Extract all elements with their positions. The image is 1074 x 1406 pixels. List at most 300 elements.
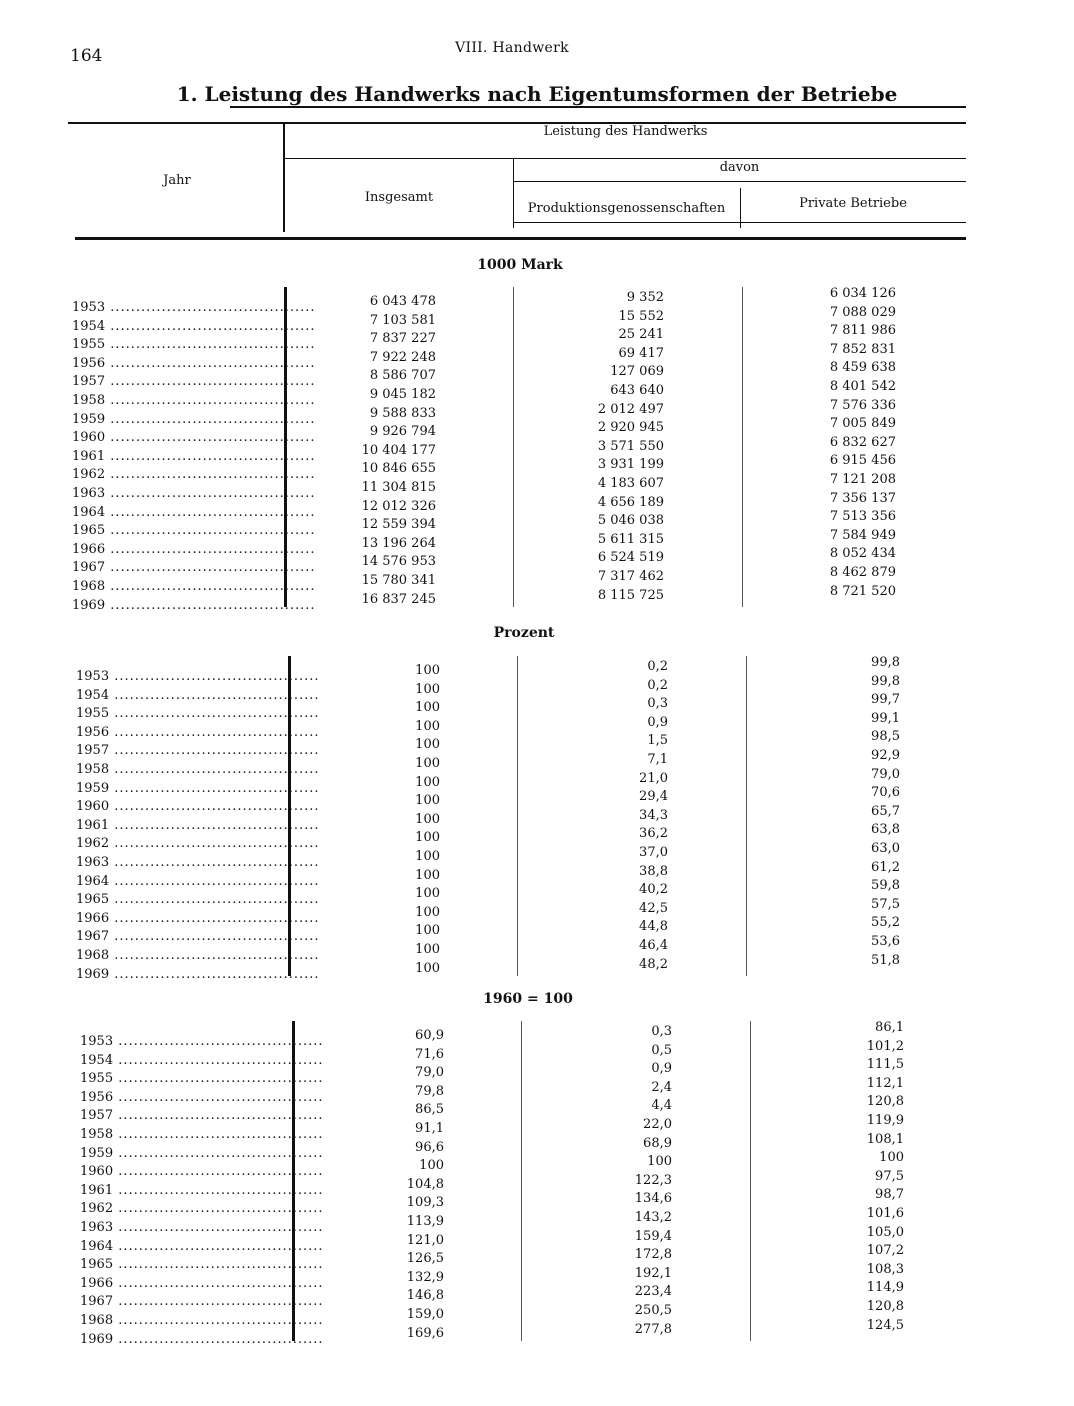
private-cell: 100 <box>879 1150 904 1166</box>
pgh-cell: 4 183 607 <box>597 476 664 491</box>
leader-dots: ........................................ <box>113 1331 324 1347</box>
jahr-header: Jahr <box>163 173 191 188</box>
year-cell <box>72 522 316 540</box>
year-cell <box>76 742 320 760</box>
insgesamt-cell: 12 559 394 <box>361 517 436 533</box>
year-label: 1957 <box>80 1108 114 1124</box>
pgh-cell: 69 417 <box>618 345 664 361</box>
pgh-cell: 0,2 <box>647 677 668 693</box>
year-label: 1969 <box>76 966 110 982</box>
year-label: 1965 <box>72 523 106 539</box>
insgesamt-cell: 79,0 <box>415 1065 444 1081</box>
year-cell <box>72 466 316 484</box>
private-cell: 119,9 <box>866 1113 904 1128</box>
insgesamt-cell: 9 926 794 <box>369 424 436 440</box>
private-cell: 108,1 <box>866 1131 904 1147</box>
leader-dots: ........................................ <box>105 393 316 408</box>
pgh-cell: 250,5 <box>634 1303 672 1318</box>
insgesamt-cell: 7 837 227 <box>369 331 436 347</box>
leader-dots: ........................................ <box>105 541 316 557</box>
year-cell <box>80 1126 324 1144</box>
pgh-cell: 22,0 <box>643 1117 672 1132</box>
year-label: 1962 <box>76 836 110 852</box>
pgh-cell: 127 069 <box>610 364 664 380</box>
pgh-cell: 1,5 <box>647 733 668 749</box>
year-label: 1964 <box>76 873 110 889</box>
leader-dots: ........................................ <box>113 1034 324 1049</box>
year-cell <box>76 724 320 742</box>
column-rule <box>742 287 743 607</box>
pgh-cell: 9 352 <box>626 290 664 305</box>
year-cell <box>80 1089 324 1107</box>
pgh-cell: 3 571 550 <box>597 438 664 454</box>
leader-dots: ........................................ <box>105 300 316 315</box>
section-title: Prozent <box>493 625 555 641</box>
year-cell <box>80 1182 324 1200</box>
leader-dots: ........................................ <box>109 799 320 815</box>
year-cell <box>80 1163 324 1181</box>
year-cell <box>80 1312 324 1330</box>
year-cell <box>76 910 320 928</box>
leader-dots: ........................................ <box>113 1145 324 1161</box>
year-label: 1963 <box>72 486 106 501</box>
pgh-cell: 192,1 <box>634 1265 672 1281</box>
leader-dots: ........................................ <box>109 762 320 777</box>
insgesamt-cell: 100 <box>415 904 440 920</box>
private-cell: 6 034 126 <box>829 286 896 301</box>
leader-dots: ........................................ <box>113 1071 324 1087</box>
year-label: 1968 <box>76 948 110 963</box>
insgesamt-cell: 8 586 707 <box>369 368 436 384</box>
pgh-cell: 172,8 <box>634 1247 672 1263</box>
year-cell <box>80 1033 324 1051</box>
year-cell <box>80 1107 324 1125</box>
year-cell <box>76 947 320 965</box>
year-label: 1954 <box>80 1052 114 1068</box>
pgh-cell: 0,5 <box>651 1042 672 1058</box>
leader-dots: ........................................ <box>109 743 320 759</box>
private-cell: 57,5 <box>871 896 900 912</box>
insgesamt-cell: 60,9 <box>415 1028 444 1043</box>
pgh-cell: 8 115 725 <box>597 587 664 603</box>
table-title: 1. Leistung des Handwerks nach Eigentumsformen der Betriebe <box>176 82 898 106</box>
year-label: 1968 <box>72 579 106 594</box>
year-cell <box>72 485 316 503</box>
pgh-cell: 7,1 <box>647 752 668 767</box>
private-cell: 55,2 <box>871 915 900 931</box>
year-label: 1959 <box>80 1145 114 1161</box>
insgesamt-cell: 100 <box>415 867 440 883</box>
private-cell: 108,3 <box>866 1261 904 1277</box>
pgh-cell: 36,2 <box>639 826 668 842</box>
insgesamt-cell: 10 846 655 <box>361 461 436 477</box>
private-cell: 7 576 336 <box>829 397 896 413</box>
year-cell <box>80 1145 324 1163</box>
insgesamt-cell: 6 043 478 <box>369 294 436 309</box>
pgh-cell: 29,4 <box>639 789 668 805</box>
year-cell <box>80 1275 324 1293</box>
leader-dots: ........................................ <box>113 1127 324 1142</box>
pgh-cell: 4 656 189 <box>597 494 664 510</box>
year-cell <box>80 1200 324 1218</box>
pgh-cell: 48,2 <box>639 956 668 972</box>
leader-dots: ........................................ <box>109 948 320 963</box>
year-cell <box>76 928 320 946</box>
insgesamt-cell: 9 588 833 <box>369 405 436 421</box>
insgesamt-cell: 16 837 245 <box>361 591 436 607</box>
leader-dots: ........................................ <box>109 892 320 908</box>
leader-dots: ........................................ <box>109 817 320 833</box>
year-label: 1958 <box>80 1127 114 1142</box>
column-rule <box>750 1021 751 1341</box>
private-cell: 7 356 137 <box>829 490 896 506</box>
year-label: 1964 <box>80 1238 114 1254</box>
year-cell <box>76 780 320 798</box>
year-cell <box>76 705 320 723</box>
pgh-cell: 7 317 462 <box>597 569 664 584</box>
pgh-cell: 2,4 <box>651 1079 672 1095</box>
leader-dots: ........................................ <box>105 486 316 501</box>
pgh-cell: 37,0 <box>639 845 668 860</box>
leader-dots: ........................................ <box>105 560 316 576</box>
private-cell: 8 401 542 <box>829 379 896 394</box>
private-cell: 6 915 456 <box>829 453 896 469</box>
column-rule <box>521 1021 522 1341</box>
insgesamt-cell: 71,6 <box>415 1046 444 1062</box>
insgesamt-cell: 100 <box>415 737 440 753</box>
private-cell: 107,2 <box>866 1243 904 1259</box>
year-label: 1968 <box>80 1313 114 1328</box>
private-cell: 7 852 831 <box>829 341 896 357</box>
insgesamt-cell: 100 <box>415 886 440 902</box>
private-cell: 114,9 <box>866 1280 904 1296</box>
year-cell <box>72 355 316 373</box>
table-header-bottom-rule <box>75 237 966 240</box>
year-label: 1965 <box>76 892 110 908</box>
private-cell: 79,0 <box>871 766 900 782</box>
private-cell: 65,7 <box>871 803 900 819</box>
leader-dots: ........................................ <box>105 430 316 446</box>
pgh-cell: 122,3 <box>634 1172 672 1188</box>
year-cell <box>76 873 320 891</box>
year-cell <box>72 373 316 391</box>
private-cell: 7 811 986 <box>829 323 896 339</box>
leader-dots: ........................................ <box>105 337 316 353</box>
year-cell <box>80 1256 324 1274</box>
private-header: Private Betriebe <box>799 196 907 211</box>
pgh-cell: 0,3 <box>651 1024 672 1039</box>
private-cell: 99,1 <box>871 710 900 726</box>
leader-dots: ........................................ <box>105 318 316 334</box>
year-label: 1967 <box>72 560 106 576</box>
pgh-cell: 2 012 497 <box>597 401 664 417</box>
year-cell <box>72 336 316 354</box>
year-cell <box>72 448 316 466</box>
pgh-cell: 100 <box>647 1154 672 1170</box>
pgh-cell: 38,8 <box>639 863 668 879</box>
year-label: 1956 <box>80 1089 114 1105</box>
year-label: 1957 <box>72 374 106 390</box>
pgh-cell: 134,6 <box>634 1191 672 1207</box>
pgh-cell: 15 552 <box>618 308 664 324</box>
pgh-cell: 3 931 199 <box>597 457 664 473</box>
leader-dots: ........................................ <box>109 966 320 982</box>
leader-dots: ........................................ <box>113 1089 324 1105</box>
private-cell: 7 005 849 <box>829 416 896 432</box>
insgesamt-header: Insgesamt <box>364 190 434 205</box>
leader-dots: ........................................ <box>105 579 316 594</box>
insgesamt-cell: 79,8 <box>415 1083 444 1099</box>
private-cell: 7 088 029 <box>829 304 896 320</box>
private-cell: 86,1 <box>875 1020 904 1035</box>
leader-dots: ........................................ <box>109 855 320 870</box>
year-cell <box>72 299 316 317</box>
private-cell: 99,7 <box>871 692 900 708</box>
leader-dots: ........................................ <box>113 1164 324 1180</box>
year-label: 1957 <box>76 743 110 759</box>
private-cell: 111,5 <box>866 1057 904 1073</box>
section-title: 1000 Mark <box>477 257 563 273</box>
year-label: 1960 <box>80 1164 114 1180</box>
private-cell: 70,6 <box>871 785 900 801</box>
year-label: 1961 <box>76 817 110 833</box>
private-cell: 59,8 <box>871 878 900 894</box>
year-cell <box>76 817 320 835</box>
insgesamt-cell: 100 <box>415 700 440 716</box>
leader-dots: ........................................ <box>105 448 316 464</box>
year-cell <box>80 1331 324 1349</box>
insgesamt-cell: 100 <box>415 793 440 809</box>
year-label: 1953 <box>76 669 110 684</box>
year-cell <box>76 835 320 853</box>
year-label: 1955 <box>76 706 110 722</box>
leader-dots: ........................................ <box>105 374 316 390</box>
year-label: 1962 <box>80 1201 114 1217</box>
year-label: 1966 <box>76 910 110 926</box>
leader-dots: ........................................ <box>113 1275 324 1291</box>
private-cell: 8 052 434 <box>829 546 896 562</box>
year-label: 1969 <box>72 597 106 613</box>
private-cell: 51,8 <box>871 952 900 968</box>
year-label: 1956 <box>72 355 106 371</box>
year-label: 1954 <box>72 318 106 334</box>
private-cell: 99,8 <box>871 655 900 670</box>
leader-dots: ........................................ <box>109 873 320 889</box>
pgh-cell: 25 241 <box>618 327 664 343</box>
pgh-cell: 2 920 945 <box>597 420 664 436</box>
pgh-cell: 6 524 519 <box>597 550 664 566</box>
year-cell <box>72 411 316 429</box>
insgesamt-cell: 100 <box>415 756 440 771</box>
pgh-cell: 42,5 <box>639 900 668 916</box>
leader-dots: ........................................ <box>109 724 320 740</box>
year-label: 1960 <box>72 430 106 446</box>
insgesamt-cell: 100 <box>415 663 440 678</box>
private-cell: 105,0 <box>866 1224 904 1240</box>
insgesamt-cell: 100 <box>415 849 440 864</box>
column-rule <box>746 656 747 976</box>
leader-dots: ........................................ <box>105 597 316 613</box>
pgh-cell: 40,2 <box>639 882 668 898</box>
year-cell <box>80 1070 324 1088</box>
insgesamt-cell: 7 103 581 <box>369 312 436 328</box>
column-rule <box>517 656 518 976</box>
private-cell: 8 462 879 <box>829 565 896 580</box>
year-label: 1966 <box>80 1275 114 1291</box>
year-cell <box>76 966 320 984</box>
year-cell <box>80 1219 324 1237</box>
leader-dots: ........................................ <box>113 1238 324 1254</box>
leader-dots: ........................................ <box>109 910 320 926</box>
insgesamt-cell: 86,5 <box>415 1102 444 1118</box>
year-label: 1964 <box>72 504 106 520</box>
insgesamt-cell: 113,9 <box>406 1214 444 1229</box>
year-label: 1956 <box>76 724 110 740</box>
insgesamt-cell: 12 012 326 <box>361 498 436 514</box>
year-cell <box>72 578 316 596</box>
private-cell: 120,8 <box>866 1299 904 1314</box>
insgesamt-cell: 146,8 <box>406 1288 444 1304</box>
pgh-cell: 0,3 <box>647 696 668 712</box>
year-cell <box>76 687 320 705</box>
year-label: 1963 <box>80 1220 114 1235</box>
year-cell <box>72 559 316 577</box>
pgh-cell: 277,8 <box>634 1321 672 1337</box>
leader-dots: ........................................ <box>113 1257 324 1273</box>
year-cell <box>72 541 316 559</box>
leader-dots: ........................................ <box>105 504 316 520</box>
leader-dots: ........................................ <box>109 706 320 722</box>
insgesamt-cell: 10 404 177 <box>361 442 436 458</box>
leistung-header: Leistung des Handwerks <box>543 124 708 139</box>
leader-dots: ........................................ <box>113 1182 324 1198</box>
private-cell: 124,5 <box>866 1317 904 1333</box>
leistung-underline <box>285 158 966 159</box>
insgesamt-cell: 121,0 <box>406 1232 444 1248</box>
year-cell <box>72 429 316 447</box>
year-cell <box>80 1238 324 1256</box>
private-cell: 61,2 <box>871 859 900 875</box>
insgesamt-cell: 132,9 <box>406 1269 444 1285</box>
insgesamt-cell: 169,6 <box>406 1325 444 1341</box>
private-cell: 92,9 <box>871 748 900 763</box>
insgesamt-cell: 100 <box>415 923 440 939</box>
year-label: 1966 <box>72 541 106 557</box>
pgh-cell: 68,9 <box>643 1135 672 1151</box>
private-cell: 8 459 638 <box>829 360 896 376</box>
year-label: 1960 <box>76 799 110 815</box>
pgh-cell: 44,8 <box>639 919 668 935</box>
private-cell: 120,8 <box>866 1094 904 1110</box>
year-label: 1961 <box>72 448 106 464</box>
private-cell: 97,5 <box>875 1168 904 1184</box>
private-cell: 112,1 <box>866 1075 904 1091</box>
private-cell: 98,7 <box>875 1187 904 1203</box>
insgesamt-cell: 96,6 <box>415 1139 444 1155</box>
year-cell <box>76 798 320 816</box>
private-cell: 7 584 949 <box>829 527 896 543</box>
insgesamt-cell: 91,1 <box>415 1121 444 1136</box>
insgesamt-cell: 13 196 264 <box>361 535 436 551</box>
leader-dots: ........................................ <box>109 687 320 703</box>
private-cell: 8 721 520 <box>829 583 896 599</box>
leader-dots: ........................................ <box>105 355 316 371</box>
insgesamt-cell: 11 304 815 <box>361 480 436 495</box>
title-underline <box>230 106 966 108</box>
pgh-cell: 21,0 <box>639 770 668 786</box>
year-label: 1959 <box>72 411 106 427</box>
private-cell: 63,0 <box>871 841 900 856</box>
davon-header: davon <box>719 160 760 175</box>
private-cell: 63,8 <box>871 822 900 838</box>
leader-dots: ........................................ <box>113 1052 324 1068</box>
year-cell <box>76 761 320 779</box>
leader-dots: ........................................ <box>109 669 320 684</box>
insgesamt-cell: 126,5 <box>406 1251 444 1267</box>
leader-dots: ........................................ <box>113 1220 324 1235</box>
year-label: 1961 <box>80 1182 114 1198</box>
insgesamt-cell: 159,0 <box>406 1307 444 1322</box>
insgesamt-cell: 109,3 <box>406 1195 444 1211</box>
leader-dots: ........................................ <box>105 523 316 539</box>
year-cell <box>80 1052 324 1070</box>
year-cell <box>76 854 320 872</box>
year-label: 1954 <box>76 687 110 703</box>
leader-dots: ........................................ <box>113 1201 324 1217</box>
insgesamt-cell: 100 <box>415 681 440 697</box>
insgesamt-cell: 100 <box>415 960 440 976</box>
year-label: 1955 <box>80 1071 114 1087</box>
private-cell: 99,8 <box>871 673 900 689</box>
year-label: 1953 <box>72 300 106 315</box>
year-cell <box>72 597 316 615</box>
column-rule <box>513 287 514 607</box>
pgh-cell: 0,9 <box>647 714 668 730</box>
insgesamt-cell: 7 922 248 <box>369 349 436 365</box>
insgesamt-cell: 9 045 182 <box>369 387 436 402</box>
insgesamt-cell: 15 780 341 <box>361 573 436 588</box>
year-cell <box>76 891 320 909</box>
section-title: 1960 = 100 <box>483 991 573 1007</box>
pgh-cell: 0,9 <box>651 1061 672 1077</box>
year-cell <box>76 668 320 686</box>
pgh-cell: 223,4 <box>634 1284 672 1300</box>
year-cell <box>72 318 316 336</box>
year-label: 1967 <box>80 1294 114 1310</box>
insgesamt-cell: 100 <box>415 830 440 846</box>
insgesamt-cell: 100 <box>415 811 440 827</box>
leader-dots: ........................................ <box>109 780 320 796</box>
page-number: 164 <box>70 46 103 66</box>
insgesamt-cell: 100 <box>419 1158 444 1174</box>
insgesamt-cell: 104,8 <box>406 1176 444 1192</box>
leader-dots: ........................................ <box>105 467 316 483</box>
pgh-cell: 143,2 <box>634 1210 672 1225</box>
pgh-cell: 5 611 315 <box>597 531 664 547</box>
pgh-cell: 159,4 <box>634 1228 672 1244</box>
leader-dots: ........................................ <box>109 929 320 945</box>
insgesamt-cell: 100 <box>415 774 440 790</box>
year-label: 1963 <box>76 855 110 870</box>
year-label: 1958 <box>72 393 106 408</box>
year-label: 1958 <box>76 762 110 777</box>
private-cell: 101,2 <box>866 1038 904 1054</box>
private-cell: 53,6 <box>871 934 900 949</box>
davon-underline <box>513 181 966 182</box>
pgh-cell: 5 046 038 <box>597 513 664 529</box>
private-cell: 6 832 627 <box>829 434 896 450</box>
leader-dots: ........................................ <box>113 1313 324 1328</box>
